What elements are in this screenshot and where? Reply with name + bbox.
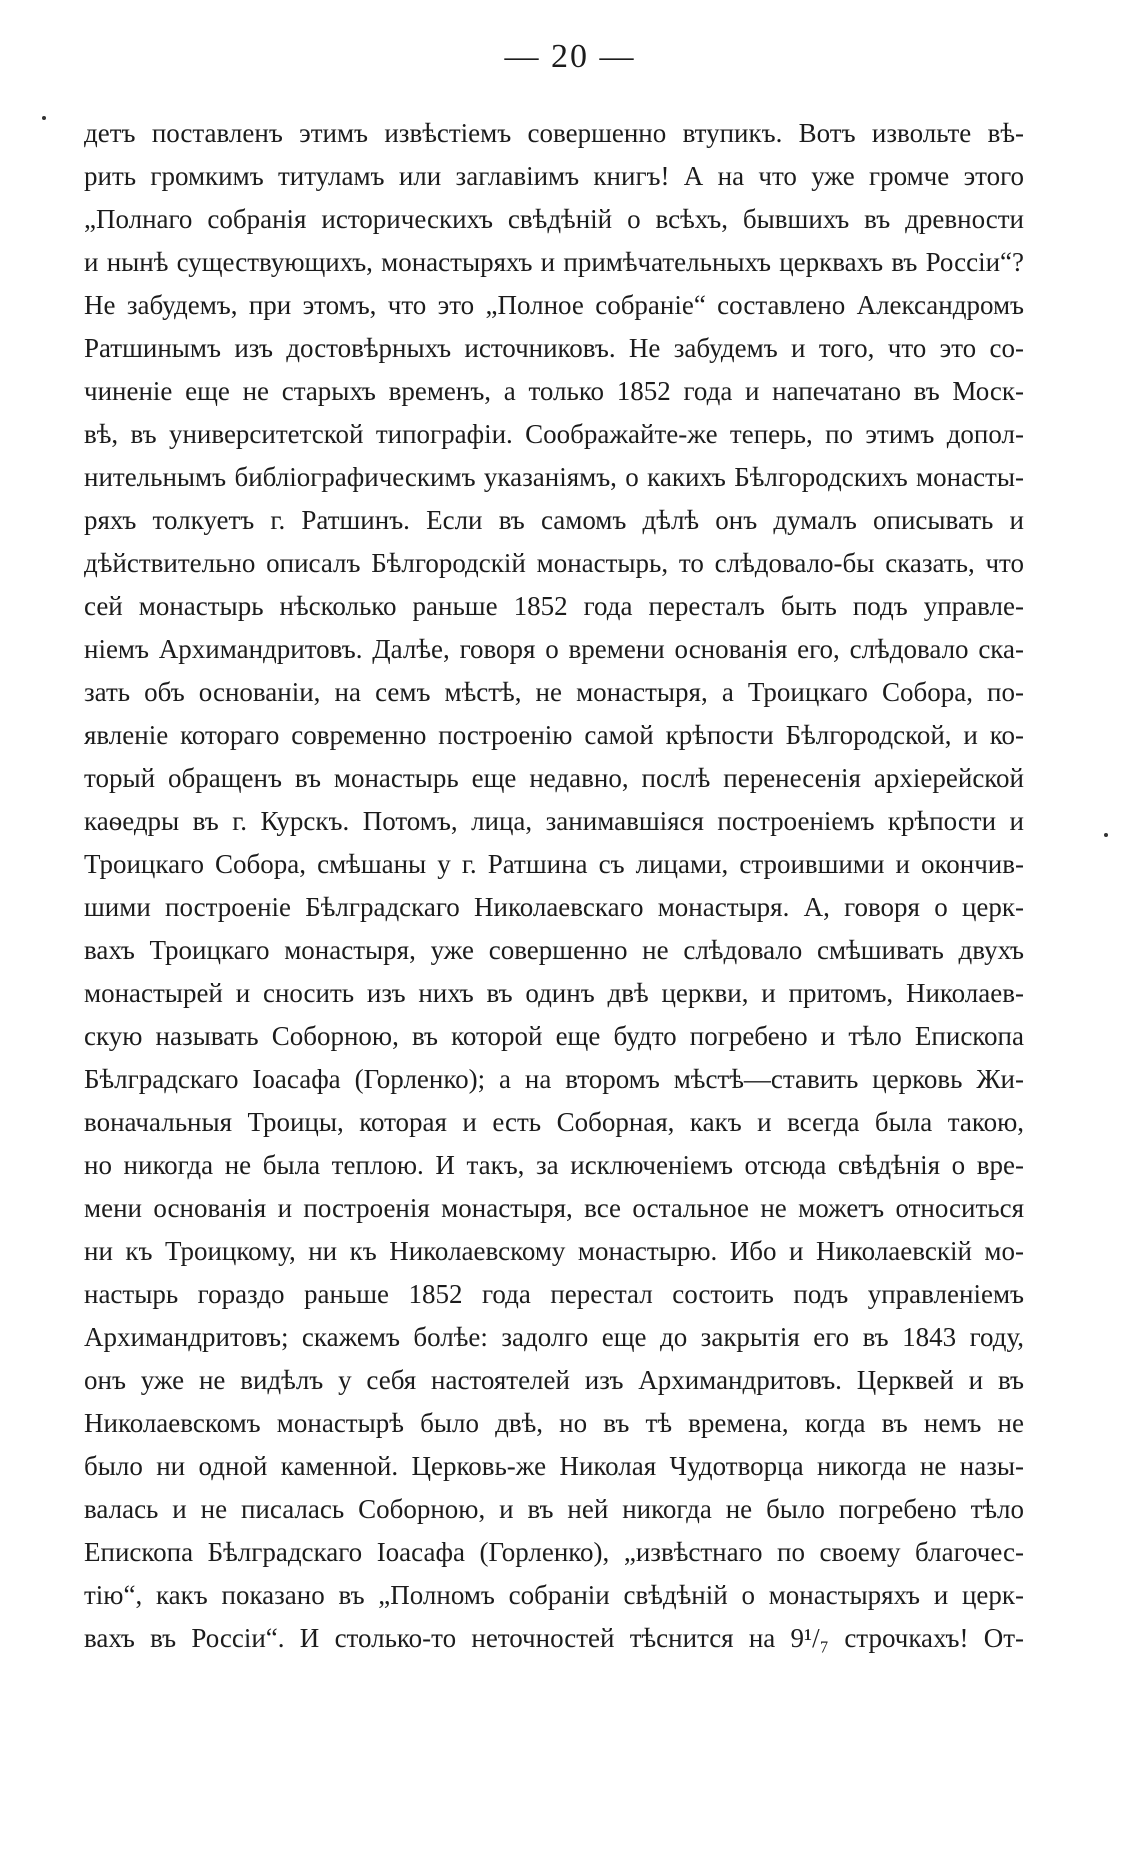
text-line: детъ поставленъ этимъ извѣстіемъ совершенно втупикъ. Вотъ извольте вѣ- (84, 118, 1024, 148)
text-line: чиненіе еще не старыхъ временъ, а только 1852 года и напечатано въ Моск- (84, 376, 1024, 406)
text-line: настырь гораздо раньше 1852 года перестал состоить подъ управленіемъ (84, 1279, 1024, 1309)
text-line: вахъ Троицкаго монастыря, уже совершенно не слѣдовало смѣшивать двухъ (84, 935, 1024, 965)
text-line: воначальныя Троицы, которая и есть Соборная, какъ и всегда была такою, (84, 1107, 1024, 1137)
text-line: каѳедры въ г. Курскъ. Потомъ, лица, занимавшіяся построеніемъ крѣпости и (84, 806, 1024, 836)
text-line: ряхъ толкуетъ г. Ратшинъ. Если въ самомъ дѣлѣ онъ думалъ описывать и (84, 505, 1024, 535)
text-line: мени основанія и построенія монастыря, все остальное не можетъ относиться (84, 1193, 1024, 1223)
page-number: — 20 — (504, 38, 636, 75)
print-speck (1104, 833, 1108, 837)
body-text (84, 112, 1024, 1660)
text-line: дѣйствительно описалъ Бѣлгородскій монастырь, то слѣдовало-бы сказать, что (84, 548, 1024, 578)
text-line: валась и не писалась Соборною, и въ ней никогда не было погребено тѣло (84, 1494, 1024, 1524)
text-line: тію“, какъ показано въ „Полномъ собраніи свѣдѣній о монастыряхъ и церк- (84, 1580, 1024, 1610)
text-line: Троицкаго Собора, смѣшаны у г. Ратшина съ лицами, строившими и окончив- (84, 849, 1024, 879)
text-line: Бѣлградскаго Іоасафа (Горленко); а на второмъ мѣстѣ—ставить церковь Жи- (84, 1064, 1024, 1094)
text-line: Не забудемъ, при этомъ, что это „Полное собраніе“ составлено Александромъ (84, 290, 1024, 320)
text-line: Николаевскомъ монастырѣ было двѣ, но въ тѣ времена, когда въ немъ не (84, 1408, 1024, 1438)
text-line: сей монастырь нѣсколько раньше 1852 года пересталъ быть подъ управле- (84, 591, 1024, 621)
text-line: онъ уже не видѣлъ у себя настоятелей изъ Архимандритовъ. Церквей и въ (84, 1365, 1024, 1395)
text-line: рить громкимъ титуламъ или заглавіимъ книгъ! А на что уже громче этого (84, 161, 1024, 191)
text-line: но никогда не была теплою. И такъ, за исключеніемъ отсюда свѣдѣнія о вре- (84, 1150, 1024, 1180)
text-line: шими построеніе Бѣлградскаго Николаевскаго монастыря. А, говоря о церк- (84, 892, 1024, 922)
text-line: Архимандритовъ; скажемъ болѣе: задолго еще до закрытія его въ 1843 году, (84, 1322, 1024, 1352)
print-speck (42, 116, 46, 120)
text-line: вахъ въ Россіи“. И столько-то неточностей тѣснится на 9¹/₇ строчкахъ! От- (84, 1623, 1024, 1653)
text-line: торый обращенъ въ монастырь еще недавно, послѣ перенесенія архіерейской (84, 763, 1024, 793)
text-line: нительнымъ библіографическимъ указаніямъ, о какихъ Бѣлгородскихъ монасты- (84, 462, 1024, 492)
text-line: было ни одной каменной. Церковь-же Николая Чудотворца никогда не назы- (84, 1451, 1024, 1481)
text-line: явленіе котораго современно построенію самой крѣпости Бѣлгородской, и ко- (84, 720, 1024, 750)
text-line: ни къ Троицкому, ни къ Николаевскому монастырю. Ибо и Николаевскій мо- (84, 1236, 1024, 1266)
text-line: и нынѣ существующихъ, монастыряхъ и примѣчательныхъ церквахъ въ Россіи“? (84, 247, 1024, 277)
text-line: зать объ основаніи, на семъ мѣстѣ, не монастыря, а Троицкаго Собора, по- (84, 677, 1024, 707)
text-line: „Полнаго собранія историческихъ свѣдѣній о всѣхъ, бывшихъ въ древности (84, 204, 1024, 234)
text-line: Ратшинымъ изъ достовѣрныхъ источниковъ. Не забудемъ и того, что это со- (84, 333, 1024, 363)
text-line: монастырей и сносить изъ нихъ въ одинъ двѣ церкви, и притомъ, Николаев- (84, 978, 1024, 1008)
text-line: Епископа Бѣлградскаго Іоасафа (Горленко), „извѣстнаго по своему благочес- (84, 1537, 1024, 1567)
text-line: вѣ, въ университетской типографіи. Соображайте-же теперь, по этимъ допол- (84, 419, 1024, 449)
text-line: скую называть Соборною, въ которой еще будто погребено и тѣло Епископа (84, 1021, 1024, 1051)
text-line: ніемъ Архимандритовъ. Далѣе, говоря о времени основанія его, слѣдовало ска- (84, 634, 1024, 664)
